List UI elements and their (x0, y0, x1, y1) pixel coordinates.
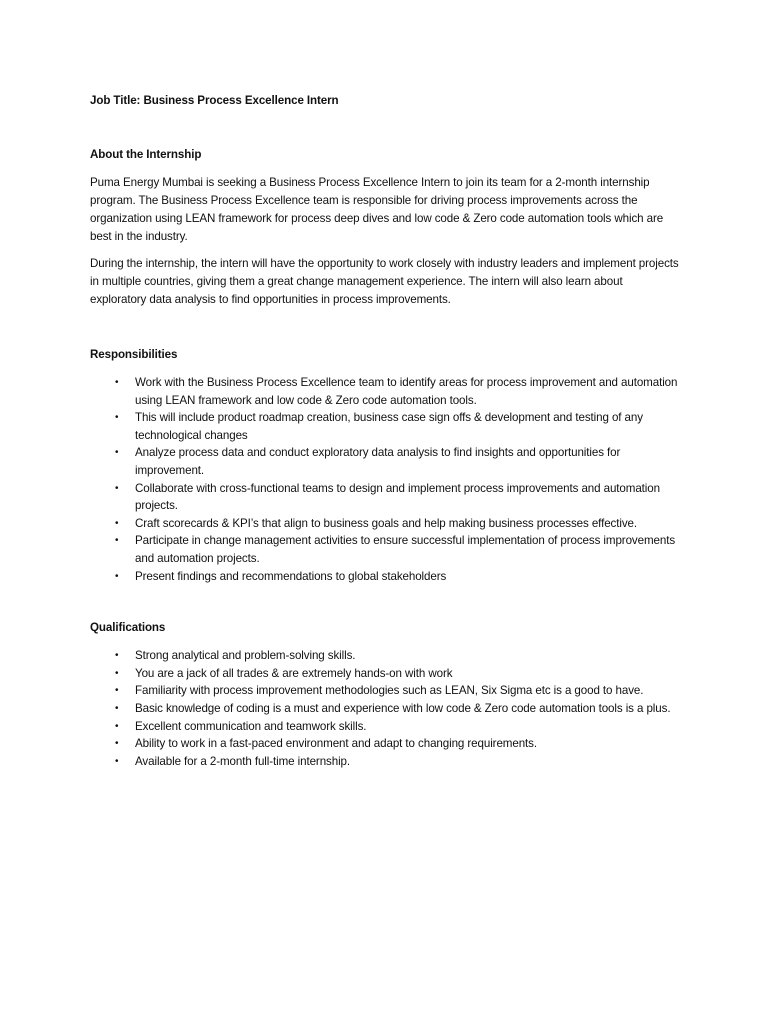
bullet-icon: • (115, 702, 119, 714)
list-item-text: Strong analytical and problem-solving skills. (135, 649, 356, 663)
list-item-text: This will include product roadmap creation, business case sign offs & development and testing of any technological changes (135, 411, 643, 442)
bullet-icon: • (115, 517, 119, 529)
list-item-text: You are a jack of all trades & are extremely hands-on with work (135, 666, 453, 680)
list-item-text: Collaborate with cross-functional teams to design and implement process improvements and automation projects. (135, 481, 660, 513)
bullet-icon: • (115, 755, 119, 767)
about-paragraph: During the internship, the intern will have the opportunity to work closely with industry leaders and implement projects in multiple countries, giving them a great change management experience. The intern will also learn about exploratory data analysis to find opportunities in process improvements. (90, 257, 679, 306)
list-item (90, 735, 680, 753)
list-item-text: Available for a 2-month full-time internship. (135, 754, 351, 768)
bullet-icon: • (115, 667, 119, 679)
bullet-icon: • (115, 570, 119, 582)
bullet-icon: • (115, 377, 119, 388)
list-item-text: Excellent communication and teamwork skills. (135, 719, 367, 733)
list-item (90, 374, 680, 409)
section-spacer (90, 585, 680, 619)
list-item-text: Basic knowledge of coding is a must and experience with low code & Zero code automation tools is a plus. (135, 701, 671, 715)
document-body (90, 92, 680, 770)
list-item-text: Present findings and recommendations to global stakeholders (135, 569, 447, 583)
about-heading: About the Internship (90, 148, 202, 161)
bullet-icon: • (115, 685, 119, 697)
list-item-text: Familiarity with process improvement methodologies such as LEAN, Six Sigma etc is a good to have. (135, 684, 644, 698)
bullet-icon: • (115, 482, 119, 494)
bullet-icon: • (115, 738, 119, 750)
job-title: Job Title: Business Process Excellence Intern (90, 94, 339, 107)
bullet-icon: • (115, 650, 119, 662)
bullet-icon: • (115, 447, 119, 459)
list-item (90, 409, 680, 444)
list-item (90, 753, 680, 771)
bullet-icon: • (115, 535, 119, 547)
list-item (90, 682, 680, 700)
list-item-text: Participate in change management activities to ensure successful implementation of process improvements and automation projects. (135, 534, 676, 565)
qualifications-list (90, 647, 680, 770)
list-item-text: Analyze process data and conduct exploratory data analysis to find insights and opportunities for improvement. (135, 446, 621, 477)
section-spacer (90, 318, 680, 346)
list-item (90, 718, 680, 736)
list-item (90, 665, 680, 683)
qualifications-heading: Qualifications (90, 621, 166, 635)
bullet-icon: • (115, 412, 119, 424)
list-item (90, 444, 680, 479)
list-item (90, 647, 680, 665)
list-item (90, 480, 680, 515)
list-item-text: Ability to work in a fast-paced environment and adapt to changing requirements. (135, 737, 537, 751)
responsibilities-heading: Responsibilities (90, 348, 178, 361)
list-item (90, 532, 680, 567)
about-paragraph: Puma Energy Mumbai is seeking a Business Process Excellence Intern to join its team for a 2-month internship program. The Business Process Excellence team is responsible for driving process improvements across the organization using LEAN framework for process deep dives and low code & Zero code automation tools which are best in the industry. (90, 176, 664, 243)
responsibilities-list (90, 374, 680, 585)
list-item-text: Craft scorecards & KPI’s that align to business goals and help making business processes effective. (135, 516, 638, 530)
bullet-icon: • (115, 720, 119, 732)
list-item-text: Work with the Business Process Excellence team to identify areas for process improvement and automation using LEAN framework and low code & Zero code automation tools. (135, 376, 678, 407)
list-item (90, 515, 680, 533)
list-item (90, 568, 680, 586)
list-item (90, 700, 680, 718)
